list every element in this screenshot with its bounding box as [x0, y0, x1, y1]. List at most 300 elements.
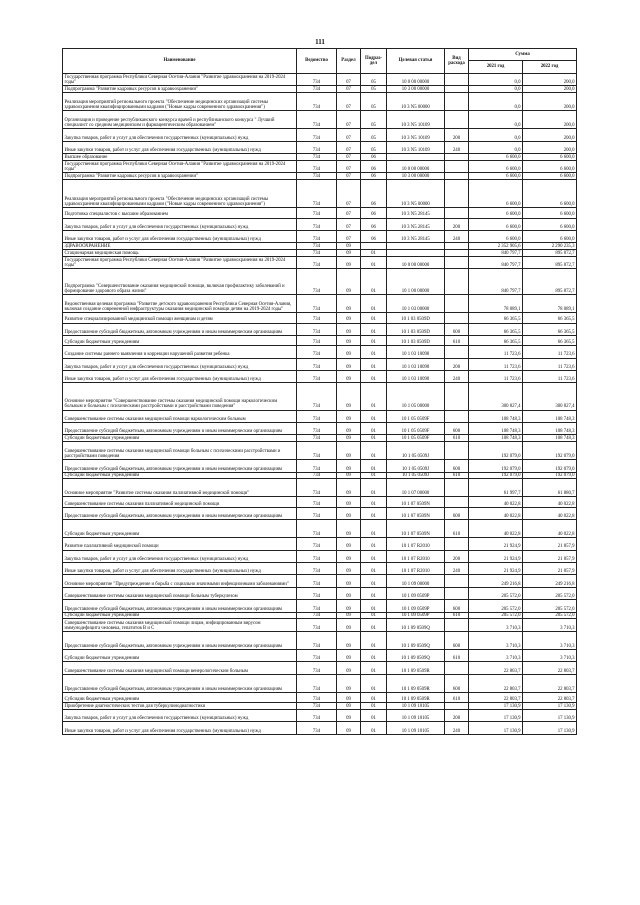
row-name: Организация и проведение республиканского конкурса врачей и республиканского конкурса " Лучший специалист со средним медицинским и фармацевтическим образованием" [63, 111, 297, 129]
row-kind [445, 479, 469, 497]
row-2021: 61 997,7 [469, 479, 523, 497]
row-2021: 192 079,0 [469, 442, 523, 460]
row-dept: 734 [297, 631, 337, 649]
row-kind [445, 619, 469, 631]
header-section: Раздел [337, 49, 361, 74]
row-subsection: 01 [361, 619, 387, 631]
row-name: Стационарная медицинская помощь [63, 250, 297, 257]
row-2021: 300 827,4 [469, 383, 523, 410]
row-2022: 17 130,9 [523, 709, 577, 721]
row-2022: 22 803,7 [523, 692, 577, 702]
table-row [63, 435, 577, 442]
row-section: 09 [337, 631, 361, 649]
row-2022: 6 600,0 [523, 180, 577, 208]
row-subsection: 01 [361, 507, 387, 519]
row-2021: 0,0 [469, 141, 523, 153]
table-row [63, 619, 577, 631]
table-row [63, 538, 577, 550]
row-subsection: 01 [361, 709, 387, 721]
row-dept: 734 [297, 662, 337, 674]
row-kind [445, 269, 469, 295]
row-section: 09 [337, 358, 361, 370]
row-dept: 734 [297, 86, 337, 93]
row-2021: 840 797,7 [469, 269, 523, 295]
page-number: 111 [315, 38, 325, 46]
header-kind: Вид расхода [445, 49, 469, 74]
table-row [63, 722, 577, 734]
row-subsection: 01 [361, 674, 387, 692]
row-kind: 610 [445, 335, 469, 345]
table-row [63, 575, 577, 587]
row-2021: 0,0 [469, 93, 523, 111]
row-target: 10 1 09 0509R [387, 692, 445, 702]
row-name: Иные закупки товаров, работ и услуг для обеспечения государственных (муниципальных) нужд [63, 562, 297, 574]
row-name: Реализация мероприятий регионального проекта "Обеспечение медицинских организаций системы здравоохранения квалифицированными кадрами ("Новые кадры современного здравоохранения") [63, 180, 297, 208]
row-name: Совершенствование системы оказания медицинской помощи больным туберкулезом [63, 587, 297, 599]
row-target: 10 1 05 0509J [387, 472, 445, 479]
row-2022: 192 079,0 [523, 472, 577, 479]
row-target: 10 3 N5 10109 [387, 129, 445, 141]
row-2022: 205 572,0 [523, 612, 577, 619]
row-2021: 0,0 [469, 86, 523, 93]
row-subsection: 01 [361, 358, 387, 370]
row-2022: 66 365,5 [523, 323, 577, 335]
row-subsection: 01 [361, 256, 387, 268]
row-name: Субсидии бюджетным учреждениям [63, 649, 297, 661]
row-name: Ведомственная целевая программа "Развитие детского здравоохранения Республики Северная Осетия-Алания, включая создание современной инфраструктуры оказания медицинской помощи детям на 2019-2024 годы" [63, 295, 297, 313]
row-subsection: 01 [361, 442, 387, 460]
row-subsection: 06 [361, 208, 387, 218]
row-kind [445, 208, 469, 218]
row-subsection: 01 [361, 692, 387, 702]
row-name: Предоставление субсидий бюджетным, автономным учреждениям и иным некоммерческим организациям [63, 422, 297, 434]
row-section: 09 [337, 256, 361, 268]
row-dept: 734 [297, 520, 337, 538]
row-dept: 734 [297, 600, 337, 612]
row-2021: 6 600,0 [469, 180, 523, 208]
row-kind [445, 410, 469, 422]
table-row [63, 692, 577, 702]
row-subsection: 01 [361, 649, 387, 661]
row-target: 10 1 09 0509R [387, 662, 445, 674]
row-2022: 3 710,3 [523, 619, 577, 631]
row-2021: 3 710,3 [469, 631, 523, 649]
row-section: 09 [337, 662, 361, 674]
row-2021: 840 797,7 [469, 250, 523, 257]
row-kind [445, 703, 469, 710]
row-2021: 40 022,8 [469, 520, 523, 538]
row-subsection: 01 [361, 370, 387, 382]
row-name: Приобретение диагностических тестов для туберкулинодиагностики [63, 703, 297, 710]
row-kind [445, 93, 469, 111]
row-kind: 610 [445, 520, 469, 538]
row-subsection: 01 [361, 612, 387, 619]
row-2022: 895 872,7 [523, 256, 577, 268]
row-kind [445, 383, 469, 410]
table-body [63, 74, 577, 735]
row-kind [445, 538, 469, 550]
row-section: 09 [337, 243, 361, 250]
row-kind: 200 [445, 129, 469, 141]
row-dept: 734 [297, 709, 337, 721]
row-2021: 6 600,0 [469, 154, 523, 161]
row-dept: 734 [297, 587, 337, 599]
budget-table [62, 48, 577, 735]
row-section: 07 [337, 208, 361, 218]
row-target: 10 1 00 00000 [387, 269, 445, 295]
row-subsection: 01 [361, 335, 387, 345]
row-dept: 734 [297, 256, 337, 268]
row-2021: 11 723,6 [469, 370, 523, 382]
row-dept: 734 [297, 358, 337, 370]
row-2022: 22 803,7 [523, 662, 577, 674]
row-section: 09 [337, 722, 361, 734]
row-target: 10 1 09 0509Q [387, 619, 445, 631]
row-target: 10 1 05 0509F [387, 410, 445, 422]
row-kind [445, 662, 469, 674]
row-name: Совершенствование системы оказания паллиативной медицинской помощи [63, 497, 297, 507]
row-2022: 17 130,9 [523, 703, 577, 710]
row-2021: 40 022,8 [469, 497, 523, 507]
row-subsection: 01 [361, 435, 387, 442]
row-2021: 6 600,0 [469, 208, 523, 218]
row-name: Иные закупки товаров, работ и услуг для обеспечения государственных (муниципальных) нужд [63, 141, 297, 153]
row-target: 10 1 07 R2010 [387, 538, 445, 550]
row-target: 10 1 07 0509N [387, 497, 445, 507]
row-dept: 734 [297, 180, 337, 208]
row-name: Развитие паллиативной медицинской помощи [63, 538, 297, 550]
row-dept: 734 [297, 93, 337, 111]
row-target: 10 1 07 R2010 [387, 562, 445, 574]
row-target: 10 1 03 0509D [387, 323, 445, 335]
row-2022: 21 857,9 [523, 538, 577, 550]
header-sum: Сумма [469, 49, 577, 61]
row-subsection: 01 [361, 313, 387, 323]
table-row [63, 507, 577, 519]
row-dept: 734 [297, 619, 337, 631]
row-2022: 300 827,4 [523, 383, 577, 410]
row-target [387, 250, 445, 257]
row-2021: 0,0 [469, 74, 523, 86]
row-name: Закупка товаров, работ и услуг для обеспечения государственных (муниципальных) нужд [63, 550, 297, 562]
header-dept: Ведомство [297, 49, 337, 74]
row-name: Реализация мероприятий регионального проекта "Обеспечение медицинских организаций системы здравоохранения квалифицированными кадрами ("Новые кадры современного здравоохранения") [63, 93, 297, 111]
row-dept: 734 [297, 692, 337, 702]
table-row [63, 250, 577, 257]
row-kind: 600 [445, 674, 469, 692]
row-dept: 734 [297, 370, 337, 382]
table-row [63, 269, 577, 295]
row-name: Закупка товаров, работ и услуг для обеспечения государственных (муниципальных) нужд [63, 709, 297, 721]
row-subsection: 06 [361, 180, 387, 208]
row-target: 10 1 07 R2010 [387, 550, 445, 562]
row-2022: 22 803,7 [523, 674, 577, 692]
row-name: Субсидии бюджетным учреждениям [63, 335, 297, 345]
row-kind: 200 [445, 550, 469, 562]
row-subsection: 01 [361, 250, 387, 257]
row-2021: 2 352 905,6 [469, 243, 523, 250]
row-target: 10 3 N5 28145 [387, 208, 445, 218]
row-subsection: 01 [361, 269, 387, 295]
row-dept: 734 [297, 243, 337, 250]
table-row [63, 410, 577, 422]
row-2021: 21 924,9 [469, 562, 523, 574]
row-dept: 734 [297, 703, 337, 710]
row-2021: 66 365,5 [469, 313, 523, 323]
row-kind [445, 256, 469, 268]
row-section: 09 [337, 703, 361, 710]
row-subsection: 01 [361, 497, 387, 507]
row-2022: 78 089,1 [523, 295, 577, 313]
row-dept: 734 [297, 649, 337, 661]
row-kind [445, 160, 469, 172]
row-dept: 734 [297, 442, 337, 460]
row-subsection: 01 [361, 479, 387, 497]
row-kind [445, 154, 469, 161]
row-target: 10 1 09 10105 [387, 703, 445, 710]
row-target: 10 1 05 0509F [387, 422, 445, 434]
row-subsection: 01 [361, 472, 387, 479]
table-row [63, 497, 577, 507]
row-2022: 40 022,8 [523, 507, 577, 519]
row-dept: 734 [297, 74, 337, 86]
row-2021: 17 130,9 [469, 722, 523, 734]
row-2022: 40 022,8 [523, 520, 577, 538]
row-name: Предоставление субсидий бюджетным, автономным учреждениям и иным некоммерческим организациям [63, 460, 297, 472]
row-name: Предоставление субсидий бюджетным, автономным учреждениям и иным некоммерческим организациям [63, 631, 297, 649]
row-kind [445, 243, 469, 250]
row-name: Совершенствование системы оказания медицинской помощи больным с психическими расстройствами и расстройствами поведения [63, 442, 297, 460]
row-target: 10 0 00 00000 [387, 256, 445, 268]
row-name: Государственная программа Республики Северная Осетия-Алания "Развитие здравоохранения на 2019-2024 годы" [63, 74, 297, 86]
row-dept: 734 [297, 460, 337, 472]
row-target: 10 1 09 10105 [387, 722, 445, 734]
row-name: Иные закупки товаров, работ и услуг для обеспечения государственных (муниципальных) нужд [63, 230, 297, 242]
table-row [63, 74, 577, 86]
row-kind [445, 442, 469, 460]
row-kind: 200 [445, 218, 469, 230]
row-2021: 0,0 [469, 129, 523, 141]
header-2022: 2022 год [523, 61, 577, 74]
row-kind: 610 [445, 649, 469, 661]
row-kind [445, 111, 469, 129]
row-target [387, 243, 445, 250]
row-kind: 600 [445, 600, 469, 612]
row-name: Иные закупки товаров, работ и услуг для обеспечения государственных (муниципальных) нужд [63, 722, 297, 734]
row-kind: 600 [445, 460, 469, 472]
row-name: Совершенствование системы оказания медицинской помощи венерологическим больным [63, 662, 297, 674]
table-row [63, 256, 577, 268]
row-2022: 3 710,3 [523, 649, 577, 661]
table-row [63, 631, 577, 649]
row-dept: 734 [297, 269, 337, 295]
row-2021: 840 797,7 [469, 256, 523, 268]
row-2022: 200,0 [523, 74, 577, 86]
row-section: 09 [337, 410, 361, 422]
row-target: 10 1 09 10105 [387, 709, 445, 721]
row-kind [445, 86, 469, 93]
row-section: 09 [337, 472, 361, 479]
row-2022: 61 880,7 [523, 479, 577, 497]
row-dept: 734 [297, 335, 337, 345]
row-dept: 734 [297, 422, 337, 434]
table-row [63, 180, 577, 208]
row-2021: 6 600,0 [469, 160, 523, 172]
row-subsection: 01 [361, 323, 387, 335]
row-section: 07 [337, 93, 361, 111]
row-section: 09 [337, 269, 361, 295]
row-subsection: 05 [361, 93, 387, 111]
row-2022: 200,0 [523, 129, 577, 141]
row-dept: 734 [297, 410, 337, 422]
row-2022: 205 572,0 [523, 600, 577, 612]
row-target: 10 3 N5 28145 [387, 230, 445, 242]
table-row [63, 612, 577, 619]
row-section: 07 [337, 230, 361, 242]
row-target: 10 1 03 10098 [387, 358, 445, 370]
table-row [63, 173, 577, 180]
header-name: Наименование [63, 49, 297, 74]
row-name: Подготовка специалистов с высшим образованием [63, 208, 297, 218]
row-kind [445, 497, 469, 507]
row-section: 09 [337, 250, 361, 257]
table-row [63, 313, 577, 323]
row-2022: 66 365,5 [523, 313, 577, 323]
row-subsection: 01 [361, 587, 387, 599]
row-2021: 21 924,9 [469, 538, 523, 550]
row-kind: 200 [445, 358, 469, 370]
row-subsection: 06 [361, 154, 387, 161]
row-target: 10 1 05 0509F [387, 435, 445, 442]
row-2021: 108 748,3 [469, 422, 523, 434]
row-2022: 66 365,5 [523, 335, 577, 345]
row-2021: 22 803,7 [469, 674, 523, 692]
row-2022: 6 600,0 [523, 230, 577, 242]
row-subsection: 01 [361, 346, 387, 358]
row-section: 09 [337, 346, 361, 358]
row-section: 07 [337, 173, 361, 180]
table-row [63, 662, 577, 674]
row-target: 10 1 07 00000 [387, 479, 445, 497]
row-name: Государственная программа Республики Северная Осетия-Алания "Развитие здравоохранения на 2019-2024 годы" [63, 160, 297, 172]
row-2022: 21 857,9 [523, 550, 577, 562]
row-section: 09 [337, 520, 361, 538]
row-kind [445, 250, 469, 257]
row-2021: 249 216,8 [469, 575, 523, 587]
row-kind: 600 [445, 422, 469, 434]
row-subsection: 01 [361, 722, 387, 734]
row-kind: 610 [445, 612, 469, 619]
row-section: 09 [337, 587, 361, 599]
row-2021: 6 600,0 [469, 230, 523, 242]
table-row [63, 346, 577, 358]
row-2021: 22 803,7 [469, 692, 523, 702]
row-subsection: 01 [361, 703, 387, 710]
row-dept: 734 [297, 479, 337, 497]
row-name: Основное мероприятие "Развитие системы оказания паллиативной медицинской помощи" [63, 479, 297, 497]
row-dept: 734 [297, 230, 337, 242]
row-subsection: 05 [361, 74, 387, 86]
row-subsection: 01 [361, 383, 387, 410]
row-section: 09 [337, 538, 361, 550]
row-section: 09 [337, 649, 361, 661]
row-name: Предоставление субсидий бюджетным, автономным учреждениям и иным некоммерческим организациям [63, 323, 297, 335]
row-name: Закупка товаров, работ и услуг для обеспечения государственных (муниципальных) нужд [63, 218, 297, 230]
row-target: 10 0 00 00000 [387, 74, 445, 86]
row-target: 10 3 N5 00000 [387, 180, 445, 208]
row-dept: 734 [297, 173, 337, 180]
row-name: Развитие специализированной медицинской помощи женщинам и детям [63, 313, 297, 323]
row-kind: 600 [445, 631, 469, 649]
row-2022: 192 079,0 [523, 460, 577, 472]
row-2021: 78 089,1 [469, 295, 523, 313]
row-section: 07 [337, 160, 361, 172]
row-2022: 11 723,6 [523, 346, 577, 358]
row-2022: 21 857,9 [523, 562, 577, 574]
table-row [63, 520, 577, 538]
row-target: 10 1 09 0509R [387, 674, 445, 692]
row-dept: 734 [297, 295, 337, 313]
header-2021: 2021 год [469, 61, 523, 74]
row-section: 09 [337, 550, 361, 562]
row-2021: 6 600,0 [469, 218, 523, 230]
row-2021: 40 022,8 [469, 507, 523, 519]
table-row [63, 208, 577, 218]
row-target: 10 3 N5 10109 [387, 141, 445, 153]
row-kind [445, 74, 469, 86]
row-subsection: 05 [361, 129, 387, 141]
row-dept: 734 [297, 472, 337, 479]
row-kind: 240 [445, 230, 469, 242]
row-kind [445, 313, 469, 323]
row-2021: 11 723,6 [469, 358, 523, 370]
row-name: Предоставление субсидий бюджетным, автономным учреждениям и иным некоммерческим организациям [63, 674, 297, 692]
table-row [63, 243, 577, 250]
row-2021: 192 079,0 [469, 472, 523, 479]
row-2021: 108 748,3 [469, 410, 523, 422]
row-dept: 734 [297, 507, 337, 519]
row-target: 10 3 00 00000 [387, 86, 445, 93]
row-name: Субсидии бюджетным учреждениям [63, 472, 297, 479]
row-2022: 108 748,3 [523, 422, 577, 434]
row-2021: 6 600,0 [469, 173, 523, 180]
row-2021: 17 130,9 [469, 709, 523, 721]
row-target: 10 1 03 10098 [387, 346, 445, 358]
row-2021: 0,0 [469, 111, 523, 129]
table-header [63, 49, 577, 74]
row-target: 10 1 09 0509P [387, 600, 445, 612]
row-kind [445, 295, 469, 313]
row-subsection: 01 [361, 600, 387, 612]
row-section: 09 [337, 479, 361, 497]
row-subsection: 01 [361, 562, 387, 574]
row-name: ЗДРАВООХРАНЕНИЕ [63, 243, 297, 250]
row-2021: 17 130,9 [469, 703, 523, 710]
row-subsection: 06 [361, 173, 387, 180]
row-2022: 249 216,8 [523, 575, 577, 587]
row-section: 09 [337, 692, 361, 702]
row-subsection: 01 [361, 662, 387, 674]
row-target: 10 1 05 0509J [387, 460, 445, 472]
row-subsection: 05 [361, 111, 387, 129]
row-name: Основное мероприятие "Предупреждение и борьба с социально значимыми инфекционными заболеваниями" [63, 575, 297, 587]
row-section: 09 [337, 497, 361, 507]
row-section: 09 [337, 612, 361, 619]
row-dept: 734 [297, 538, 337, 550]
row-name: Закупка товаров, работ и услуг для обеспечения государственных (муниципальных) нужд [63, 358, 297, 370]
row-2022: 200,0 [523, 86, 577, 93]
row-2021: 11 723,6 [469, 346, 523, 358]
